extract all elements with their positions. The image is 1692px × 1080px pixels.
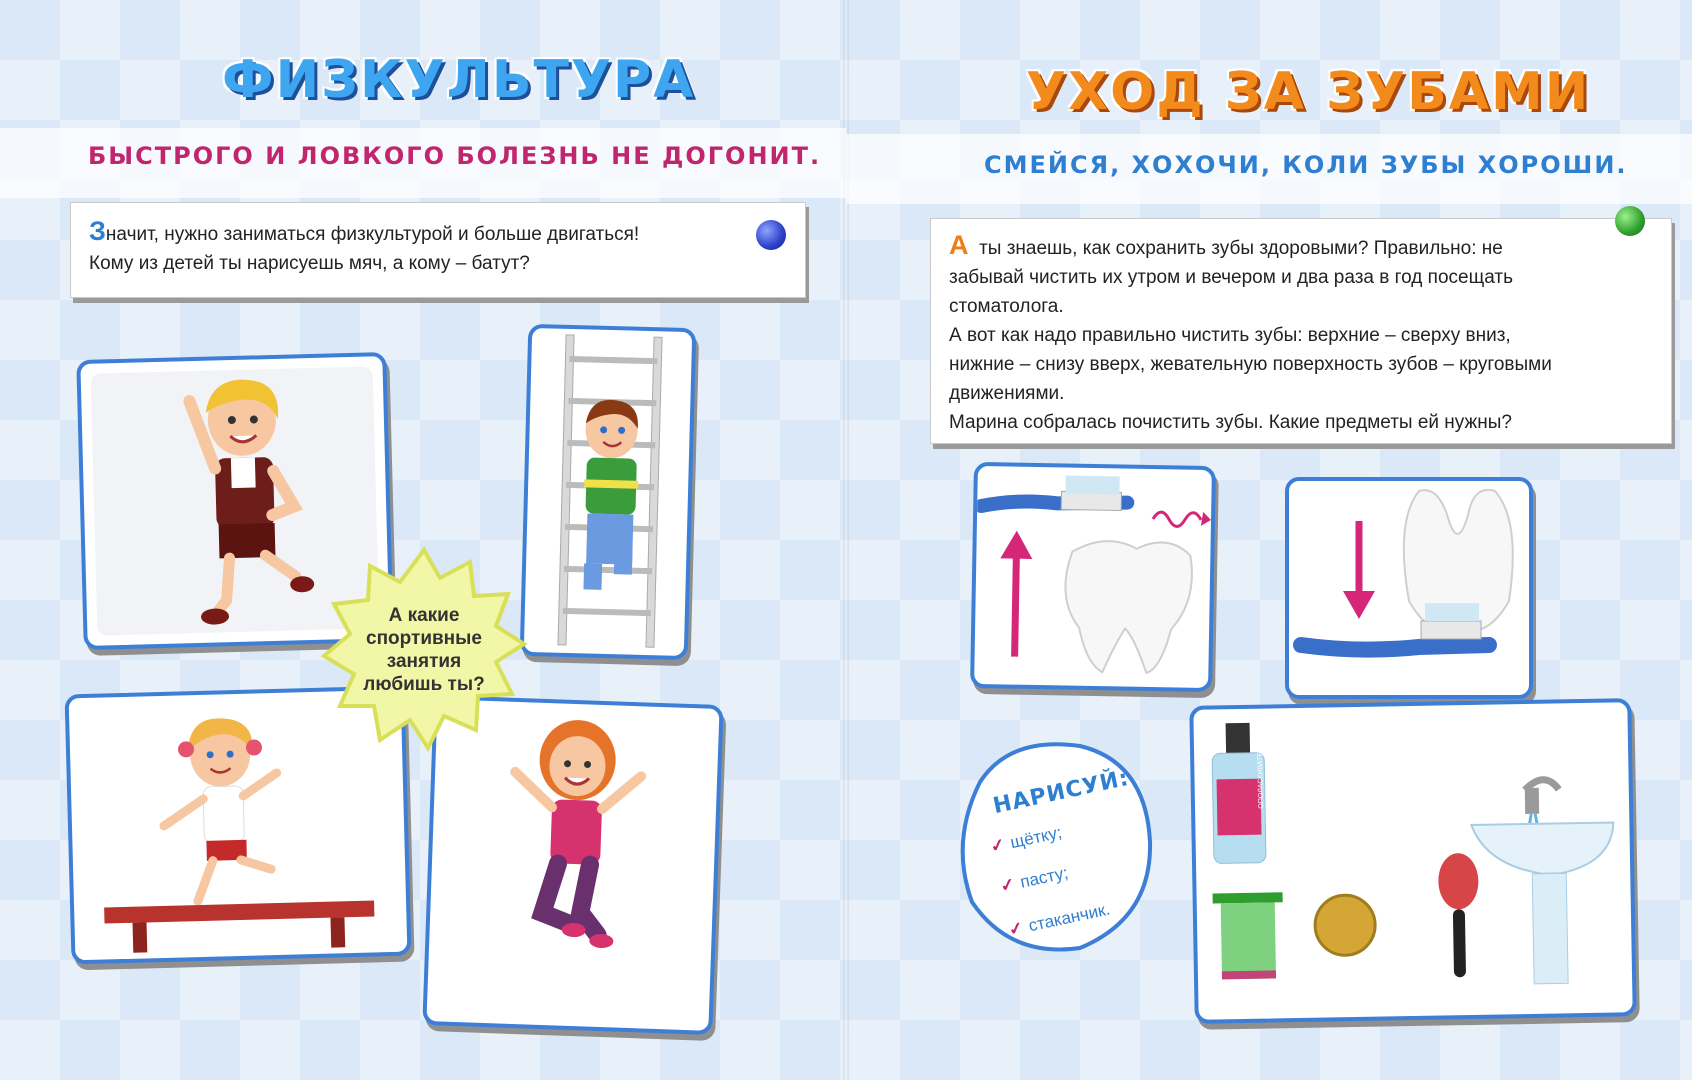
starburst-line: А какие xyxy=(388,605,460,626)
instruction-text: начит, нужно заниматься физкультурой и больше двигаться! xyxy=(105,224,640,245)
drop-cap: А xyxy=(949,230,969,260)
picture-card-boy-ladder xyxy=(520,324,697,660)
note-item-text: щётку; xyxy=(1008,822,1064,853)
checkmark-icon: ✓ xyxy=(988,834,1007,857)
instruction-line xyxy=(949,231,1653,263)
draw-note xyxy=(950,722,1160,962)
starburst-line: любишь ты? xyxy=(363,674,485,695)
instruction-text: движениями. xyxy=(949,383,1065,404)
brush-lower-tooth-illustration xyxy=(974,466,1212,688)
instruction-text: забывай чистить их утром и вечером и два раза в год посещать xyxy=(949,267,1513,288)
bathroom-items-illustration xyxy=(1193,702,1632,1020)
starburst-text xyxy=(318,544,530,756)
checkmark-icon: ✓ xyxy=(998,874,1017,896)
mouthwash-label: ОПОЛАСКИВАТЕЛЬ xyxy=(1256,742,1266,809)
note-item-text: стаканчик. xyxy=(1026,899,1112,936)
instruction-text: ты знаешь, как сохранить зубы здоровыми? Правильно: не xyxy=(979,238,1503,259)
page-title: УХОД ЗА ЗУБАМИ xyxy=(1026,62,1591,122)
picture-card-brush-lower-tooth xyxy=(970,462,1216,692)
page-subtitle: СМЕЙСЯ, ХОХОЧИ, КОЛИ ЗУБЫ ХОРОШИ. xyxy=(984,151,1628,179)
right-page xyxy=(846,0,1692,1080)
pushpin-icon xyxy=(756,220,786,250)
picture-card-brush-upper-tooth xyxy=(1285,477,1533,699)
instruction-line xyxy=(89,217,785,249)
picture-card-bathroom-items xyxy=(1189,698,1636,1024)
drop-cap: З xyxy=(89,216,106,246)
checkmark-icon: ✓ xyxy=(1007,917,1025,940)
starburst-line: занятия xyxy=(386,651,462,672)
note-title: НАРИСУЙ: xyxy=(990,765,1132,820)
starburst-line: спортивные xyxy=(366,628,482,649)
pushpin-icon xyxy=(1615,206,1645,236)
note-item-text: пасту; xyxy=(1018,863,1070,892)
instruction-box xyxy=(70,202,806,298)
instruction-box xyxy=(930,218,1672,444)
instruction-text: нижние – снизу вверх, жевательную поверхность зубов – круговыми xyxy=(949,354,1552,375)
page-title: ФИЗКУЛЬТУРА xyxy=(222,50,696,110)
page-subtitle: БЫСТРОГО И ЛОВКОГО БОЛЕЗНЬ НЕ ДОГОНИТ. xyxy=(88,142,822,170)
brush-upper-tooth-illustration xyxy=(1289,481,1529,695)
boy-ladder-illustration xyxy=(524,328,692,656)
question-starburst xyxy=(318,544,530,756)
instruction-text: Кому из детей ты нарисуешь мяч, а кому – батут? xyxy=(89,253,530,274)
instruction-text: Марина собралась почистить зубы. Какие предметы ей нужны? xyxy=(949,412,1512,433)
instruction-text: стоматолога. xyxy=(949,296,1064,317)
instruction-text: А вот как надо правильно чистить зубы: верхние – сверху вниз, xyxy=(949,325,1511,346)
